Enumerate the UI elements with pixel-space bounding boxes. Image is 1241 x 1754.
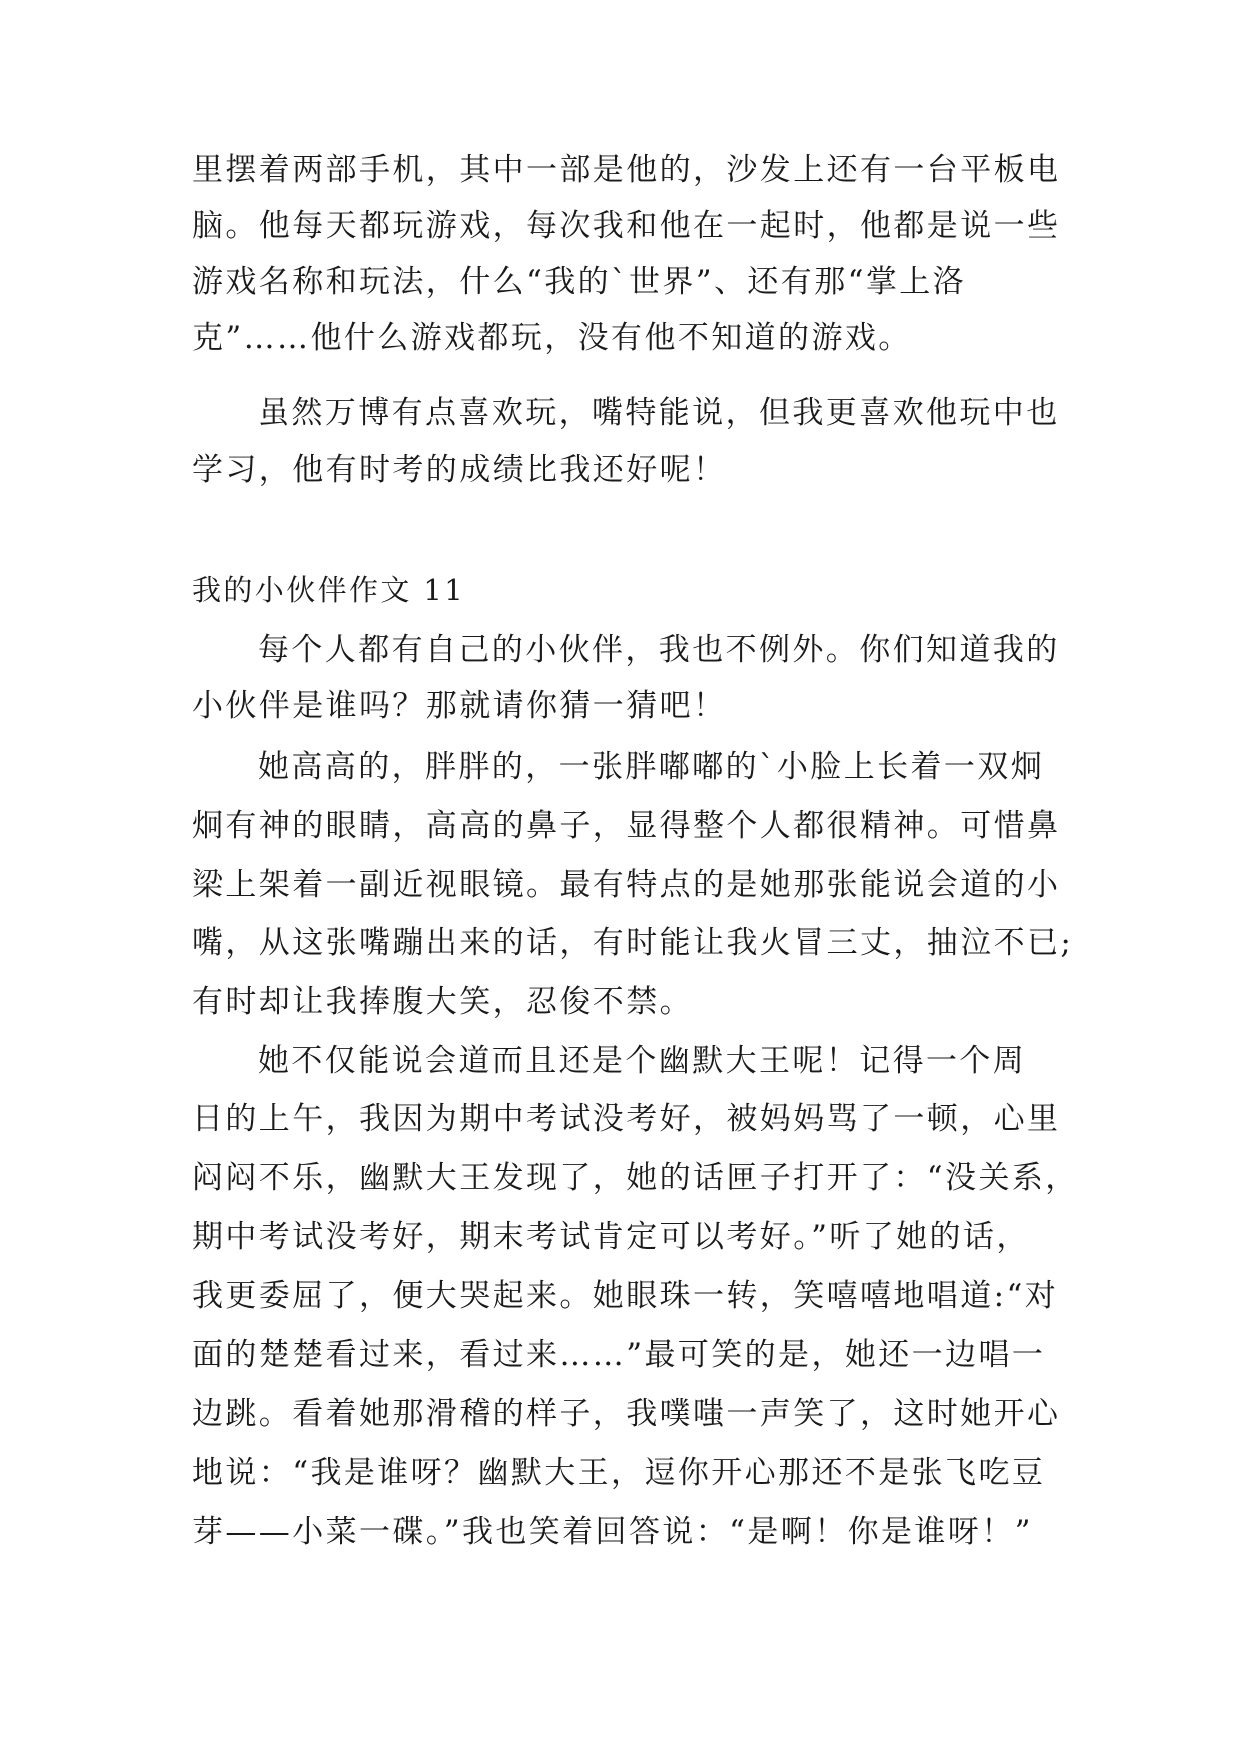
- text-line: 梁上架着一副近视眼镜。最有特点的是她那张能说会道的小: [192, 867, 1061, 903]
- text-line: 小伙伴是谁吗？那就请你猜一猜吧！: [192, 688, 727, 724]
- text-line: 我更委屈了，便大哭起来。她眼珠一转，笑嘻嘻地唱道:“对: [192, 1278, 1059, 1314]
- essay-title: 我的小伙伴作文 11: [192, 573, 466, 607]
- text-line: 边跳。看着她那滑稽的样子，我噗嗤一声笑了，这时她开心: [192, 1396, 1061, 1432]
- text-line: 面的楚楚看过来，看过来……”最可笑的是，她还一边唱一: [192, 1337, 1046, 1373]
- text-line: 里摆着两部手机，其中一部是他的，沙发上还有一台平板电: [192, 152, 1061, 188]
- paragraph-first-line: 每个人都有自己的小伙伴，我也不例外。你们知道我的: [258, 632, 1060, 668]
- text-line: 嘴，从这张嘴蹦出来的话，有时能让我火冒三丈，抽泣不已;: [192, 925, 1074, 961]
- text-line: 克”……他什么游戏都玩，没有他不知道的游戏。: [192, 320, 912, 356]
- paragraph-first-line: 虽然万博有点喜欢玩，嘴特能说，但我更喜欢他玩中也: [258, 395, 1060, 431]
- text-line: 日的上午，我因为期中考试没考好，被妈妈骂了一顿，心里: [192, 1101, 1061, 1137]
- text-line: 脑。他每天都玩游戏，每次我和他在一起时，他都是说一些: [192, 208, 1061, 244]
- text-line: 地说：“我是谁呀？幽默大王，逗你开心那还不是张飞吃豆: [192, 1455, 1046, 1491]
- text-line: 有时却让我捧腹大笑，忍俊不禁。: [192, 984, 693, 1020]
- text-line: 炯有神的眼睛，高高的鼻子，显得整个人都很精神。可惜鼻: [192, 808, 1061, 844]
- paragraph-first-line: 她高高的，胖胖的，一张胖嘟嘟的`小脸上长着一双炯: [258, 749, 1045, 785]
- text-line: 芽——小菜一碟。”我也笑着回答说：“是啊！你是谁呀！”: [192, 1514, 1033, 1550]
- text-line: 期中考试没考好，期末考试肯定可以考好。”听了她的话，: [192, 1219, 1030, 1255]
- text-line: 闷闷不乐，幽默大王发现了，她的话匣子打开了：“没关系，: [192, 1160, 1079, 1196]
- text-line: 游戏名称和玩法，什么“我的`世界”、还有那“掌上洛: [192, 264, 967, 300]
- paragraph-first-line: 她不仅能说会道而且还是个幽默大王呢！记得一个周: [258, 1043, 1027, 1079]
- text-line: 学习，他有时考的成绩比我还好呢！: [192, 452, 727, 488]
